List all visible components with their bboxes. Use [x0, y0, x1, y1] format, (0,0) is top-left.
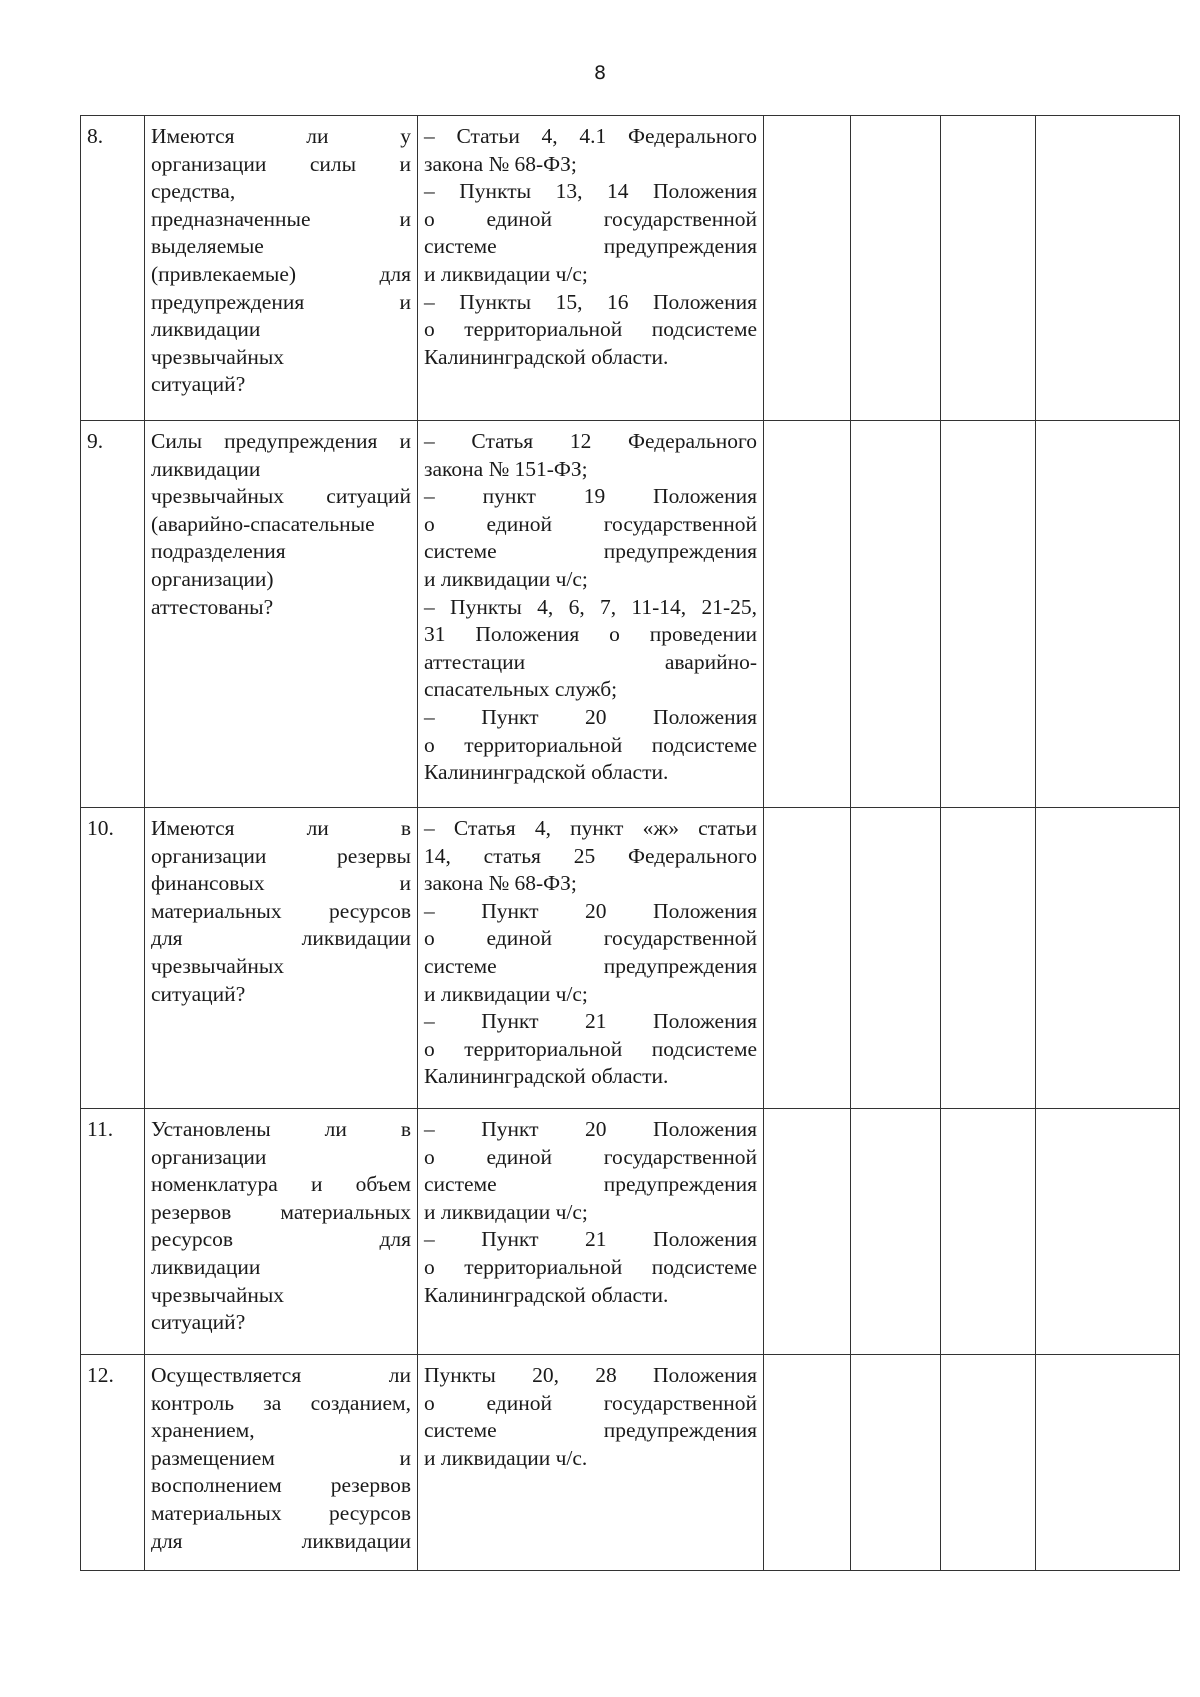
basis-line: о единой государственной — [424, 206, 757, 231]
basis-line: системе предупреждения — [424, 1418, 757, 1443]
question-line: контроль за созданием, — [151, 1390, 411, 1415]
question-line: ситуаций? — [151, 372, 246, 397]
table-row — [81, 116, 1180, 421]
question-line: организации резервы — [151, 843, 411, 868]
basis-line: о территориальной подсистеме — [424, 1254, 757, 1279]
question-line: хранением, — [151, 1418, 255, 1443]
question-line: материальных ресурсов — [151, 898, 411, 923]
empty-cell — [1036, 1355, 1180, 1571]
basis-line: аттестации аварийно- — [424, 649, 757, 674]
question-line: для ликвидации — [151, 926, 411, 951]
empty-cell — [941, 808, 1036, 1109]
basis-line: Калининградской области. — [424, 1064, 669, 1089]
question-line: ликвидации — [151, 317, 261, 342]
empty-cell — [764, 1355, 851, 1571]
basis-line: – Статья 12 Федерального — [424, 429, 757, 453]
row-number: 12. — [81, 1355, 145, 1571]
question-line: (привлекаемые) для — [151, 261, 411, 286]
legal-basis-cell — [418, 808, 764, 1109]
question-cell — [145, 808, 418, 1109]
basis-line: закона № 68-ФЗ; — [424, 871, 577, 896]
basis-line: закона № 151-ФЗ; — [424, 456, 588, 481]
row-number: 8. — [81, 116, 145, 421]
question-line: предупреждения и — [151, 289, 411, 314]
basis-line: спасательных служб; — [424, 677, 618, 702]
empty-cell — [941, 1355, 1036, 1571]
question-line: ресурсов для — [151, 1227, 411, 1252]
question-line: Осуществляется ли — [151, 1363, 411, 1387]
basis-line: системе предупреждения — [424, 234, 757, 259]
question-line: аттестованы? — [151, 594, 274, 619]
basis-line: о единой государственной — [424, 511, 757, 536]
table-row — [81, 1355, 1180, 1571]
basis-line: – Пункт 20 Положения — [424, 704, 757, 729]
question-line: чрезвычайных ситуаций — [151, 484, 411, 509]
row-number: 10. — [81, 808, 145, 1109]
basis-line: – Пункт 21 Положения — [424, 1009, 757, 1034]
legal-basis-cell — [418, 116, 764, 421]
page-number: 8 — [593, 62, 607, 84]
row-number: 11. — [81, 1109, 145, 1355]
empty-cell — [941, 1109, 1036, 1355]
question-line: Установлены ли в — [151, 1117, 411, 1141]
basis-line: – Статьи 4, 4.1 Федерального — [424, 124, 757, 148]
legal-basis-cell — [418, 1355, 764, 1571]
empty-cell — [1036, 421, 1180, 808]
legal-basis-cell — [418, 421, 764, 808]
basis-line: и ликвидации ч/с; — [424, 981, 588, 1006]
basis-line: Пункты 20, 28 Положения — [424, 1363, 757, 1387]
table-row — [81, 808, 1180, 1109]
basis-line: и ликвидации ч/с; — [424, 1199, 588, 1224]
basis-line: – Пункты 4, 6, 7, 11-14, 21-25, — [424, 594, 757, 619]
basis-line: – пункт 19 Положения — [424, 484, 757, 509]
question-line: ситуаций? — [151, 1310, 246, 1335]
question-line: чрезвычайных — [151, 344, 285, 369]
row-number: 9. — [81, 421, 145, 808]
empty-cell — [851, 808, 941, 1109]
basis-line: о единой государственной — [424, 1144, 757, 1169]
basis-line: – Статья 4, пункт «ж» статьи — [424, 816, 757, 840]
question-line: ситуаций? — [151, 981, 246, 1006]
question-line: Силы предупреждения и — [151, 429, 411, 453]
basis-line: о единой государственной — [424, 926, 757, 951]
table-row — [81, 421, 1180, 808]
empty-cell — [941, 116, 1036, 421]
basis-line: 14, статья 25 Федерального — [424, 843, 757, 868]
basis-line: – Пункты 15, 16 Положения — [424, 289, 757, 314]
question-line: организации силы и — [151, 151, 411, 176]
basis-line: – Пункт 21 Положения — [424, 1227, 757, 1252]
basis-line: закона № 68-ФЗ; — [424, 151, 577, 176]
empty-cell — [851, 421, 941, 808]
basis-line: – Пункты 13, 14 Положения — [424, 179, 757, 204]
question-cell — [145, 1109, 418, 1355]
question-line: средства, — [151, 179, 236, 204]
basis-line: системе предупреждения — [424, 953, 757, 978]
checklist-table — [80, 115, 1180, 1571]
basis-line: Калининградской области. — [424, 760, 669, 785]
empty-cell — [764, 116, 851, 421]
basis-line: о территориальной подсистеме — [424, 1036, 757, 1061]
legal-basis-cell — [418, 1109, 764, 1355]
question-line: чрезвычайных — [151, 1282, 285, 1307]
table-row — [81, 1109, 1180, 1355]
question-line: предназначенные и — [151, 206, 411, 231]
question-line: резервов материальных — [151, 1199, 411, 1224]
question-line: выделяемые — [151, 234, 264, 259]
question-line: ликвидации — [151, 456, 261, 481]
question-line: материальных ресурсов — [151, 1500, 411, 1525]
question-line: организации — [151, 1144, 267, 1169]
question-line: (аварийно-спасательные — [151, 511, 375, 536]
question-line: организации) — [151, 566, 274, 591]
empty-cell — [851, 1109, 941, 1355]
basis-line: – Пункт 20 Положения — [424, 898, 757, 923]
question-line: номенклатура и объем — [151, 1172, 411, 1197]
empty-cell — [1036, 116, 1180, 421]
empty-cell — [851, 1355, 941, 1571]
basis-line: и ликвидации ч/с. — [424, 1445, 588, 1470]
question-line: размещением и — [151, 1445, 411, 1470]
empty-cell — [941, 421, 1036, 808]
empty-cell — [764, 1109, 851, 1355]
question-line: финансовых и — [151, 871, 411, 896]
question-cell — [145, 1355, 418, 1571]
empty-cell — [1036, 1109, 1180, 1355]
basis-line: 31 Положения о проведении — [424, 622, 757, 647]
basis-line: системе предупреждения — [424, 539, 757, 564]
question-cell — [145, 421, 418, 808]
basis-line: о единой государственной — [424, 1390, 757, 1415]
basis-line: и ликвидации ч/с; — [424, 566, 588, 591]
empty-cell — [764, 421, 851, 808]
question-line: ликвидации — [151, 1254, 261, 1279]
basis-line: – Пункт 20 Положения — [424, 1117, 757, 1141]
basis-line: Калининградской области. — [424, 1282, 669, 1307]
question-line: для ликвидации — [151, 1528, 411, 1553]
basis-line: Калининградской области. — [424, 344, 669, 369]
empty-cell — [851, 116, 941, 421]
question-line: восполнением резервов — [151, 1473, 411, 1498]
basis-line: о территориальной подсистеме — [424, 732, 757, 757]
basis-line: и ликвидации ч/с; — [424, 261, 588, 286]
empty-cell — [1036, 808, 1180, 1109]
question-line: Имеются ли у — [151, 124, 411, 148]
empty-cell — [764, 808, 851, 1109]
question-cell — [145, 116, 418, 421]
question-line: чрезвычайных — [151, 953, 285, 978]
question-line: подразделения — [151, 539, 286, 564]
question-line: Имеются ли в — [151, 816, 411, 840]
basis-line: системе предупреждения — [424, 1172, 757, 1197]
basis-line: о территориальной подсистеме — [424, 317, 757, 342]
